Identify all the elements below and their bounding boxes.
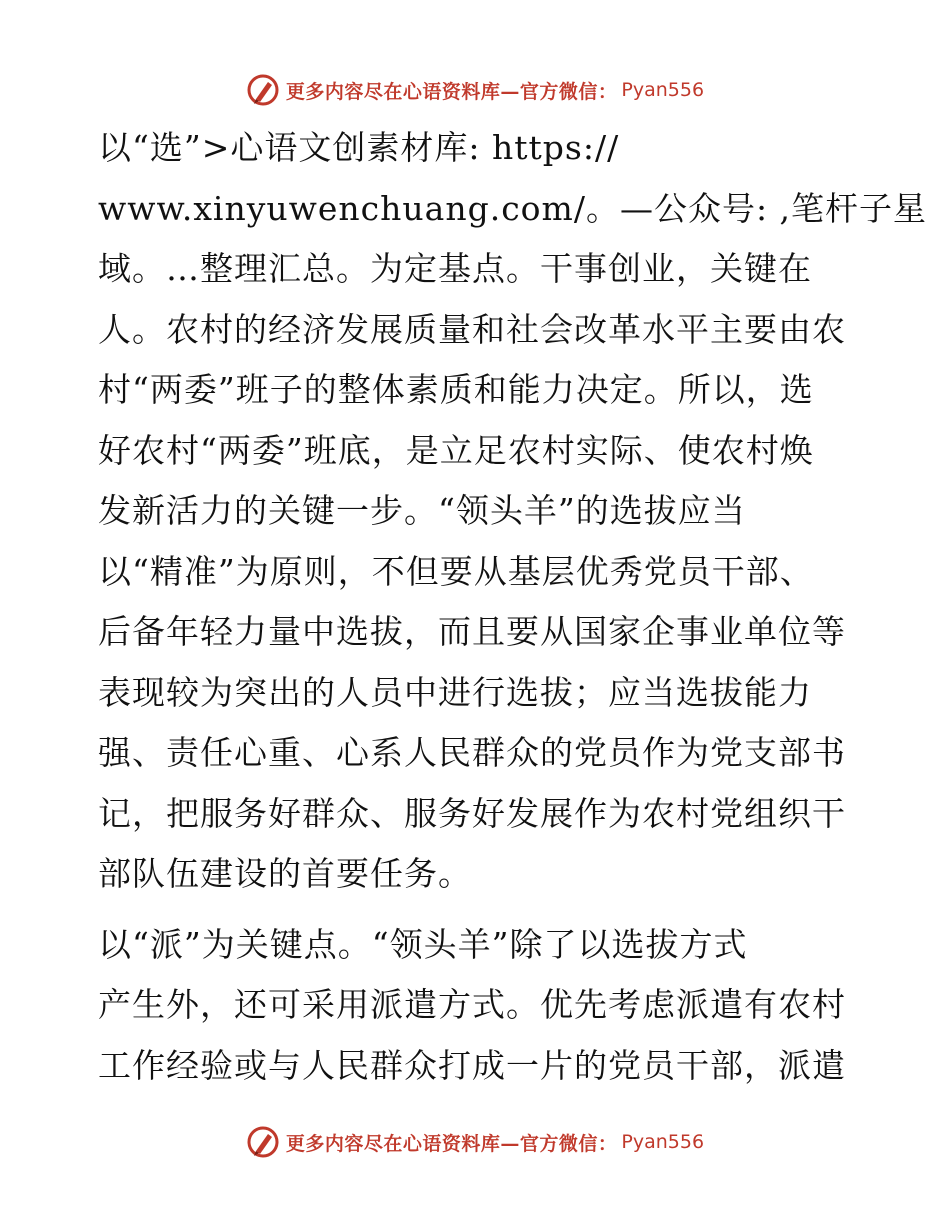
footer-wechat-id: Pyan556 <box>621 1131 705 1153</box>
header-wechat-id: Pyan556 <box>621 79 705 101</box>
text-line: 强、责任心重、心系人民群众的党员作为党支部书 <box>98 733 846 772</box>
text-line: 人。农村的经济发展质量和社会改革水平主要由农 <box>98 309 846 349</box>
header-banner <box>0 70 950 110</box>
footer-banner <box>0 1122 950 1162</box>
text-line: 好农村“两委”班底，是立足农村实际、使农村焕 <box>98 430 814 470</box>
text-line: 部队伍建设的首要任务。 <box>98 854 472 893</box>
text-line: 域。…整理汇总。为定基点。干事创业，关键在 <box>98 249 812 288</box>
document-body <box>98 118 928 1096</box>
text-line: 以“精准”为原则，不但要从基层优秀党员干部、 <box>98 551 814 591</box>
text-line: 村“两委”班子的整体素质和能力决定。所以，选 <box>98 370 814 409</box>
footer-banner-text: 更多内容尽在心语资料库—官方微信： <box>285 1132 618 1155</box>
text-line: 发新活力的关键一步。“领头羊”的选拔应当 <box>98 491 746 530</box>
text-line: 记，把服务好群众、服务好发展作为农村党组织干 <box>98 793 846 833</box>
text-line: 以“选”>心语文创素材库: https:// <box>98 128 620 167</box>
text-line: www.xinyuwenchuang.com/。—公众号: ,笔杆子星 <box>98 188 928 228</box>
text-line: 工作经验或与人民群众打成一片的党员干部，派遣 <box>98 1045 846 1085</box>
header-banner-text: 更多内容尽在心语资料库—官方微信： <box>285 80 618 103</box>
pen-logo-icon <box>246 73 280 107</box>
pen-logo-icon <box>246 1125 280 1159</box>
paragraph <box>98 915 850 1097</box>
text-line: 以“派”为关键点。“领头羊”除了以选拔方式 <box>98 924 748 964</box>
text-line: 产生外，还可采用派遣方式。优先考虑派遣有农村 <box>98 985 846 1024</box>
text-line: 表现较为突出的人员中进行选拔；应当选拔能力 <box>98 672 812 712</box>
text-line: 后备年轻力量中选拔，而且要从国家企事业单位等 <box>98 612 846 651</box>
paragraph <box>98 118 928 905</box>
